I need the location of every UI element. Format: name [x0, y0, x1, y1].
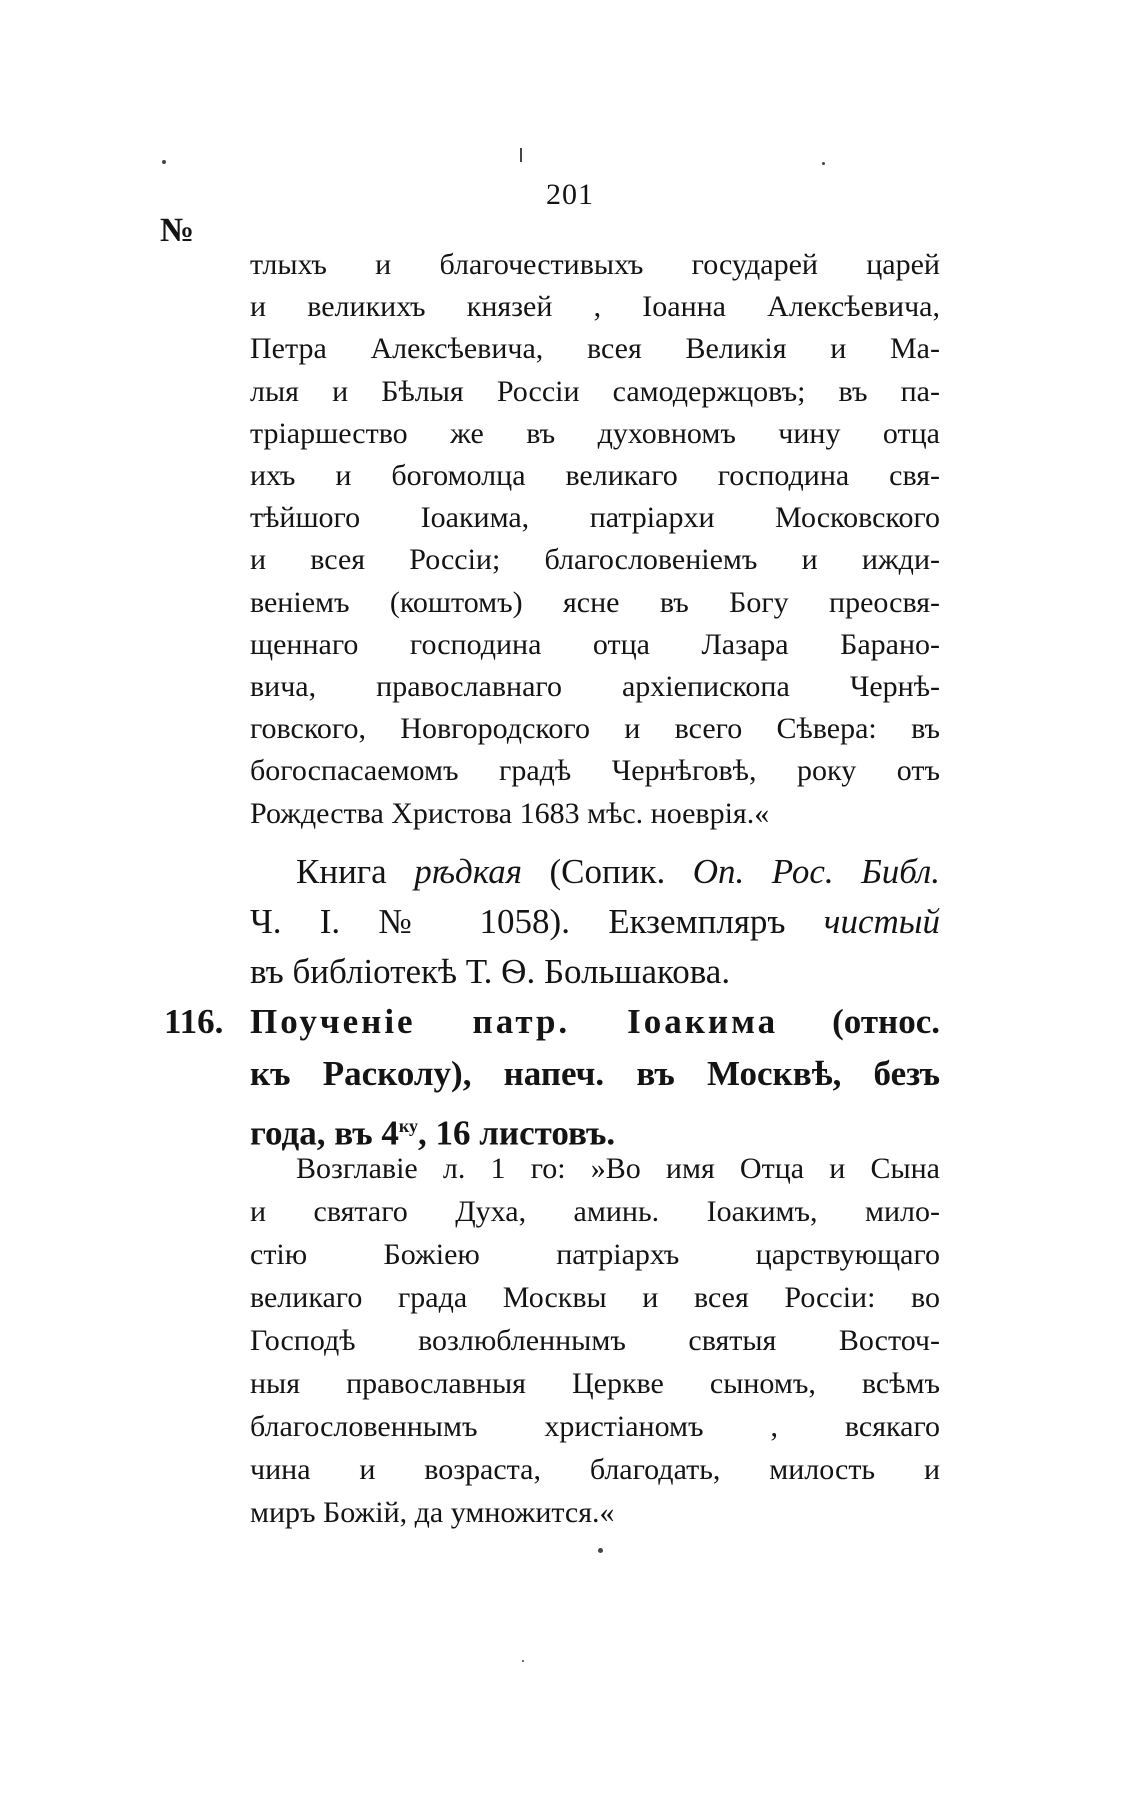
body-text-line: миръ Божій, да умножится.«	[250, 1496, 615, 1529]
note-italic: Оп. Рос. Библ.	[692, 852, 941, 891]
scan-speck	[520, 148, 522, 162]
note-italic: рѣдкая	[414, 852, 523, 891]
entry-text: , 16 листовъ.	[418, 1113, 616, 1153]
body-text-line: лыя и Бѣлыя Россіи самодержцовъ; въ па-	[250, 374, 940, 408]
scan-speck	[522, 1660, 524, 1662]
body-text-line: тлыхъ и благочестивыхъ государей царей	[250, 248, 940, 281]
entry-superscript: ку	[398, 1116, 419, 1136]
body-text-line: вича, православнаго архіепископа Чернѣ-	[250, 670, 940, 703]
note-text: Книга	[296, 852, 415, 891]
body-text-line: Петра Алексѣевича, всея Великія и Ма-	[250, 332, 940, 366]
scan-speck	[598, 1548, 603, 1553]
note-line-1	[296, 850, 940, 894]
body-text-line: Господѣ возлюбленнымъ святыя Восточ-	[250, 1324, 940, 1357]
body-text-line: стію Божіею патріархъ царствующаго	[250, 1238, 940, 1271]
body-text-line: великаго града Москвы и всея Россіи: во	[250, 1281, 940, 1314]
note-line-3: въ библіотекѣ Т. Ѳ. Большакова.	[250, 952, 731, 991]
note-italic: чистый	[823, 902, 940, 941]
body-text-line: чина и возраста, благодать, милость и	[250, 1453, 940, 1486]
body-text-line: благословеннымъ христіаномъ , всякаго	[250, 1410, 940, 1443]
page-number: 201	[546, 178, 594, 211]
scan-speck	[162, 160, 166, 164]
body-text-line: и великихъ князей , Іоанна Алексѣевича,	[250, 290, 940, 324]
body-text-line: тріаршество же въ духовномъ чину отца	[250, 416, 940, 450]
note-line-2	[250, 900, 940, 944]
body-text-line: и святаго Духа, аминь. Іоакимъ, мило-	[250, 1195, 940, 1228]
body-text-line: ныя православныя Церкве сыномъ, всѣмъ	[250, 1367, 940, 1400]
scan-speck	[822, 162, 825, 165]
entry-title-line-2: къ Расколу), напеч. въ Москвѣ, безъ	[250, 1054, 940, 1093]
body-text-line: говского, Новгородского и всего Сѣвера: въ	[250, 712, 940, 746]
entry-text: года, въ 4	[250, 1113, 399, 1153]
note-text: Ч. I. № 1058). Екземпляръ	[250, 902, 824, 941]
entry-title-line-1	[250, 1000, 940, 1044]
note-text: (Сопик.	[522, 852, 693, 891]
entry-title: Поученіе патр. Іоакима	[250, 1002, 779, 1041]
entry-title-line-3	[250, 1104, 940, 1156]
entry-number: 116.	[164, 1002, 224, 1041]
body-text-line: ихъ и богомолца великаго господина свя-	[250, 459, 940, 492]
body-text-line: Возглавіе л. 1 го: »Во имя Отца и Сына	[296, 1152, 940, 1185]
number-sign-marker: №	[160, 212, 195, 249]
body-text-line: Рождества Христова 1683 мѣс. ноеврія.«	[250, 796, 770, 830]
body-text-line: тѣйшого Іоакима, патріархи Московского	[250, 501, 940, 535]
body-text-line: веніемъ (коштомъ) ясне въ Богу преосвя-	[250, 585, 940, 619]
body-text-line: и всея Россіи; благословеніемъ и ижди-	[250, 543, 940, 577]
body-text-line: богоспасаемомъ градѣ Чернѣговѣ, року отъ	[250, 754, 940, 788]
body-text-line: щеннаго господина отца Лазара Барано-	[250, 627, 940, 661]
entry-title-rest: (относ.	[778, 1002, 940, 1041]
